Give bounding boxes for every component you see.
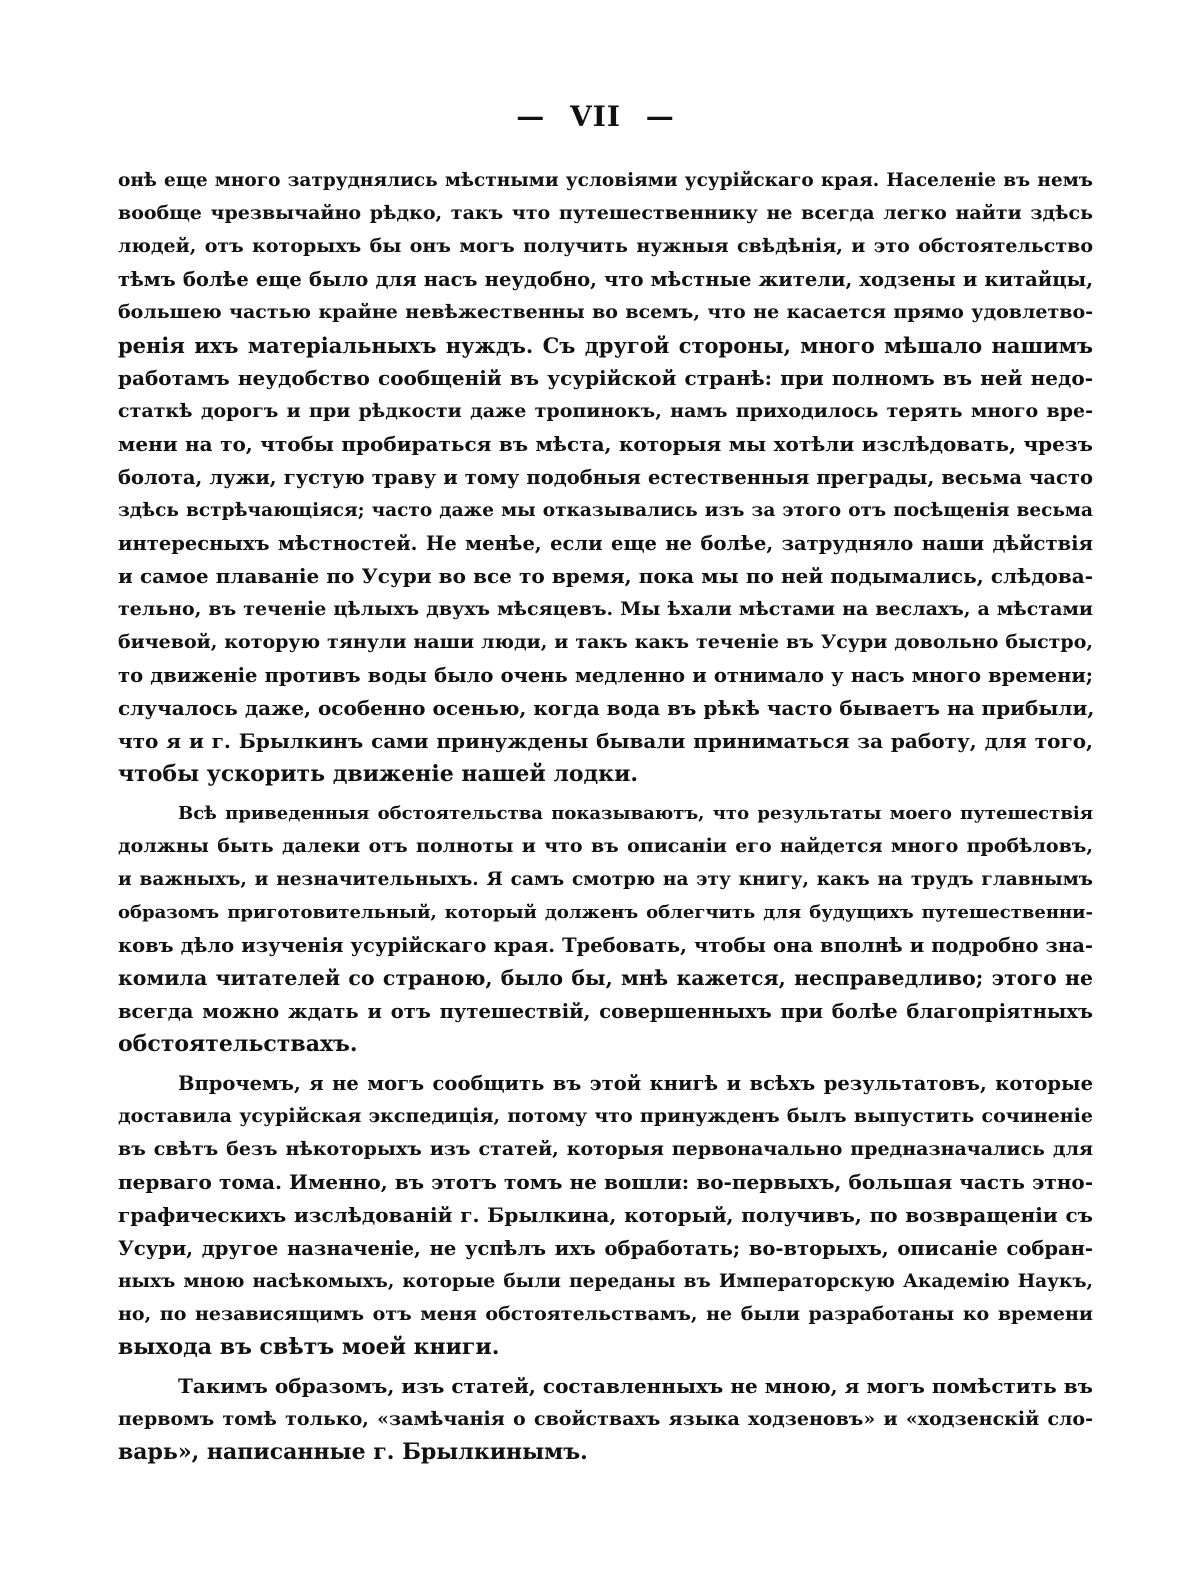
text-line: первомъ томѣ только, «замѣчанія о свойствахъ языка ходзеновъ» и «ходзенскій сло-	[118, 1408, 1093, 1430]
text-line: перваго тома. Именно, въ этотъ томъ не вошли: во-первыхъ, большая часть этно-	[118, 1170, 1093, 1194]
text-line: тельно, въ теченіе цѣлыхъ двухъ мѣсяцевъ. Мы ѣхали мѣстами на веслахъ, а мѣстами	[118, 598, 1093, 620]
text-line: въ свѣтъ безъ нѣкоторыхъ изъ статей, которыя первоначально предназначались для	[118, 1138, 1093, 1160]
text-line: Усури, другое назначеніе, не успѣлъ ихъ обработать; во-вторыхъ, описаніе собран-	[118, 1237, 1093, 1260]
text-line: статкѣ дорогъ и при рѣдкости даже тропинокъ, намъ приходилось терять много вре-	[118, 400, 1093, 422]
text-line: доставила усурійская экспедиція, потому что принужденъ былъ выпустить сочиненіе	[118, 1105, 1093, 1127]
text-line: и важныхъ, и незначительныхъ. Я самъ смотрю на эту книгу, какъ на трудъ главнымъ	[118, 869, 1093, 890]
header-dash-left: —	[516, 100, 546, 133]
text-line: тѣмъ болѣе еще было для насъ неудобно, что мѣстные жители, ходзены и китайцы,	[118, 268, 1093, 291]
text-line: но, по независящимъ отъ меня обстоятельствамъ, не были разработаны ко времени	[118, 1303, 1093, 1325]
text-line: работамъ неудобство сообщеній въ усурійской странѣ: при полномъ въ ней недо-	[118, 366, 1093, 390]
text-line: Впрочемъ, я не могъ сообщить въ этой книгѣ и всѣхъ результатовъ, которые	[178, 1072, 1093, 1095]
text-line: здѣсь встрѣчающіяся; часто даже мы отказывались изъ за этого отъ посѣщенія весьма	[118, 500, 1093, 521]
text-line: ренія ихъ матеріальныхъ нуждъ. Съ другой стороны, много мѣшало нашимъ	[118, 333, 1093, 358]
text-line: ковъ дѣло изученія усурійскаго края. Требовать, чтобы она вполнѣ и подробно зна-	[118, 934, 1093, 957]
text-line: чтобы ускорить движеніе нашей лодки.	[118, 761, 639, 787]
header-dash-right: —	[645, 100, 675, 133]
text-line: то движеніе противъ воды было очень медленно и отнимало у насъ много времени;	[118, 664, 1093, 687]
text-line: варь», написанные г. Брылкинымъ.	[118, 1439, 588, 1465]
page-number-header	[0, 100, 1191, 133]
text-line: выхода въ свѣтъ моей книги.	[118, 1334, 500, 1360]
text-line: вообще чрезвычайно рѣдко, такъ что путешественнику не всегда легко найти здѣсь	[118, 202, 1093, 224]
text-line: случалось даже, особенно осенью, когда вода въ рѣкѣ часто бываетъ на прибыли,	[118, 696, 1095, 720]
text-line: всегда можно ждать и отъ путешествій, совершенныхъ при болѣе благопріятныхъ	[118, 1000, 1093, 1023]
text-line: Такимъ образомъ, изъ статей, составленныхъ не мною, я могъ помѣстить въ	[178, 1374, 1093, 1398]
text-line: бичевой, которую тянули наши люди, и такъ какъ теченіе въ Усури довольно быстро,	[118, 631, 1093, 653]
page-number: VII	[570, 100, 621, 133]
text-line: интересныхъ мѣстностей. Не менѣе, если еще не болѣе, затрудняло наши дѣйствія	[118, 532, 1093, 555]
text-line: и самое плаваніе по Усури во все то время, пока мы по ней подымались, слѣдова-	[118, 564, 1093, 588]
text-line: Всѣ приведенныя обстоятельства показываютъ, что результаты моего путешествія	[178, 803, 1093, 824]
text-line: мени на то, чтобы пробираться въ мѣста, которыя мы хотѣли изслѣдовать, чрезъ	[118, 432, 1093, 456]
text-line: образомъ приготовительный, который долженъ облегчить для будущихъ путешественни-	[118, 902, 1093, 923]
text-line: ныхъ мною насѣкомыхъ, которые были переданы въ Императорскую Академію Наукъ,	[118, 1271, 1093, 1292]
text-line: людей, отъ которыхъ бы онъ могъ получить нужныя свѣдѣнія, и это обстоятельство	[118, 235, 1093, 257]
text-line: должны быть далеки отъ полноты и что въ описаніи его найдется много пробѣловъ,	[118, 835, 1093, 857]
text-line: большею частью крайне невѣжественны во всемъ, что не касается прямо удовлетво-	[118, 301, 1093, 323]
text-line: что я и г. Брылкинъ сами принуждены бывали приниматься за работу, для того,	[118, 729, 1093, 753]
text-line: онѣ еще много затруднялись мѣстными условіями усурійскаго края. Населеніе въ немъ	[118, 170, 1093, 191]
text-line: графическихъ изслѣдованій г. Брылкина, который, получивъ, по возвращеніи съ	[118, 1203, 1093, 1227]
text-line: комила читателей со страною, было бы, мнѣ кажется, несправедливо; этого не	[118, 966, 1093, 990]
text-line: обстоятельствахъ.	[118, 1031, 358, 1057]
text-line: болота, лужи, густую траву и тому подобныя естественныя преграды, весьма часто	[118, 466, 1093, 489]
